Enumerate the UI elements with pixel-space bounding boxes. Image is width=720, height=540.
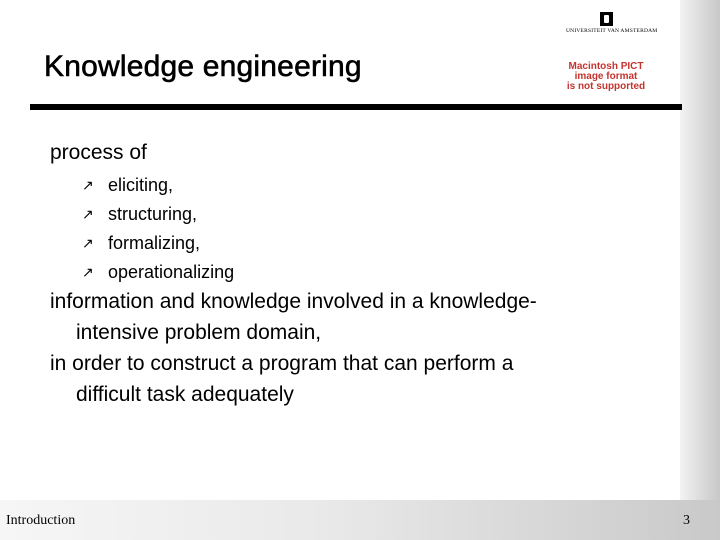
- paragraph: [50, 348, 670, 410]
- arrow-up-right-icon: ↗: [82, 235, 94, 251]
- missing-image-line: image format: [574, 71, 638, 82]
- bullet-item: [82, 229, 234, 258]
- bullet-text: operationalizing: [108, 262, 235, 282]
- bullet-list: [82, 171, 234, 287]
- bullet-item: [82, 258, 234, 287]
- slide-title: Knowledge engineering: [44, 50, 362, 83]
- paragraph: [50, 286, 670, 348]
- paragraph-line: in order to construct a program that can perform a: [50, 352, 514, 375]
- intro-text: process of: [50, 141, 147, 164]
- university-logo: [566, 12, 658, 38]
- page-number: 3: [683, 513, 690, 528]
- logo-text: UNIVERSITEIT VAN AMSTERDAM: [566, 28, 658, 34]
- paragraph-line: difficult task adequately: [76, 383, 294, 406]
- bullet-text: formalizing,: [108, 233, 201, 253]
- crest-icon: [600, 12, 613, 26]
- missing-image-line: is not supported: [566, 81, 646, 92]
- footer-bar: [0, 500, 720, 540]
- footer-section-label: Introduction: [6, 513, 76, 528]
- arrow-up-right-icon: ↗: [82, 264, 94, 280]
- arrow-up-right-icon: ↗: [82, 177, 94, 193]
- title-rule: [30, 104, 682, 110]
- arrow-up-right-icon: ↗: [82, 206, 94, 222]
- bullet-text: structuring,: [108, 204, 198, 224]
- bullet-text: eliciting,: [108, 175, 174, 195]
- paragraph-line: information and knowledge involved in a knowledge-: [50, 290, 537, 313]
- paragraph-line: intensive problem domain,: [76, 321, 322, 344]
- right-decor-strip: [680, 0, 720, 540]
- bullet-item: [82, 200, 234, 229]
- bullet-item: [82, 171, 234, 200]
- missing-image-note: [562, 62, 650, 92]
- missing-image-line: Macintosh PICT: [568, 61, 644, 72]
